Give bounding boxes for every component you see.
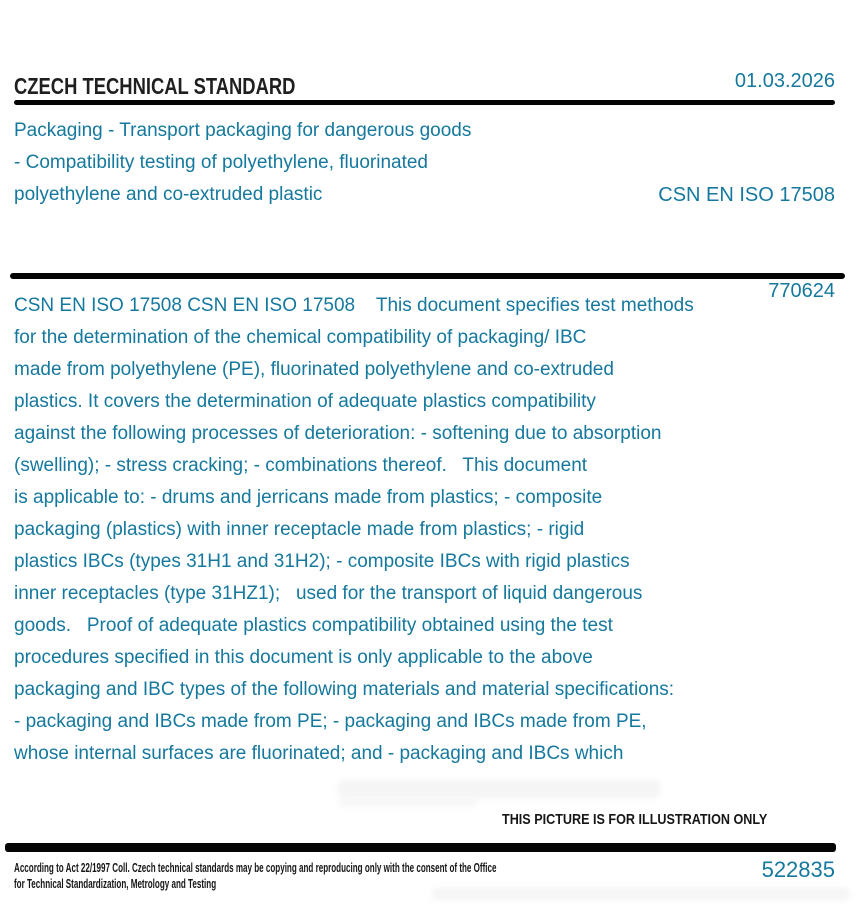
copyright-notice: [14, 860, 496, 891]
abstract-line: made from polyethylene (PE), fluorinated polyethylene and co-extruded: [14, 359, 614, 380]
abstract-line: packaging (plastics) with inner receptacle made from plastics; - rigid: [14, 519, 585, 540]
ghost-text-artifact: [338, 780, 660, 798]
document-title-line: polyethylene and co-extruded plastic: [14, 184, 323, 205]
abstract-text: [14, 290, 844, 770]
document-title-line: Packaging - Transport packaging for dangerous goods: [14, 120, 472, 141]
abstract-line: is applicable to: - drums and jerricans made from plastics; - composite: [14, 487, 603, 508]
abstract-line: procedures specified in this document is only applicable to the above: [14, 647, 593, 668]
document-number: 522835: [761, 857, 835, 882]
footer-divider: [5, 843, 836, 852]
copyright-line: According to Act 22/1997 Coll. Czech technical standards may be copying and reproducing only with the consent of the Office: [14, 860, 497, 875]
standard-code: CSN EN ISO 17508: [658, 184, 835, 206]
abstract-line: inner receptacles (type 31HZ1); used for the transport of liquid dangerous: [14, 583, 643, 604]
document-title: [14, 115, 574, 211]
abstract-line: plastics IBCs (types 31H1 and 31H2); - composite IBCs with rigid plastics: [14, 551, 630, 572]
abstract-line: CSN EN ISO 17508 CSN EN ISO 17508 This document specifies test methods: [14, 295, 694, 316]
abstract-line: whose internal surfaces are fluorinated; and - packaging and IBCs which: [14, 743, 624, 764]
illustration-disclaimer: THIS PICTURE IS FOR ILLUSTRATION ONLY: [502, 811, 768, 828]
abstract-line: (swelling); - stress cracking; - combinations thereof. This document: [14, 455, 588, 476]
abstract-line: for the determination of the chemical compatibility of packaging/ IBC: [14, 327, 587, 348]
header-divider: [14, 100, 835, 105]
document-title-line: - Compatibility testing of polyethylene, fluorinated: [14, 152, 429, 173]
page-title: CZECH TECHNICAL STANDARD: [14, 73, 296, 99]
abstract-line: against the following processes of deterioration: - softening due to absorption: [14, 423, 662, 444]
abstract-line: packaging and IBC types of the following materials and material specifications:: [14, 679, 675, 700]
abstract-line: plastics. It covers the determination of adequate plastics compatibility: [14, 391, 596, 412]
issue-date: 01.03.2026: [734, 70, 835, 92]
ghost-text-artifact: [338, 800, 478, 806]
abstract-line: goods. Proof of adequate plastics compatibility obtained using the test: [14, 615, 613, 636]
abstract-line: - packaging and IBCs made from PE; - packaging and IBCs made from PE,: [14, 711, 647, 732]
class-code: 770624: [768, 280, 835, 302]
copyright-line: for Technical Standardization, Metrology and Testing: [14, 875, 217, 891]
title-divider: [10, 273, 845, 279]
